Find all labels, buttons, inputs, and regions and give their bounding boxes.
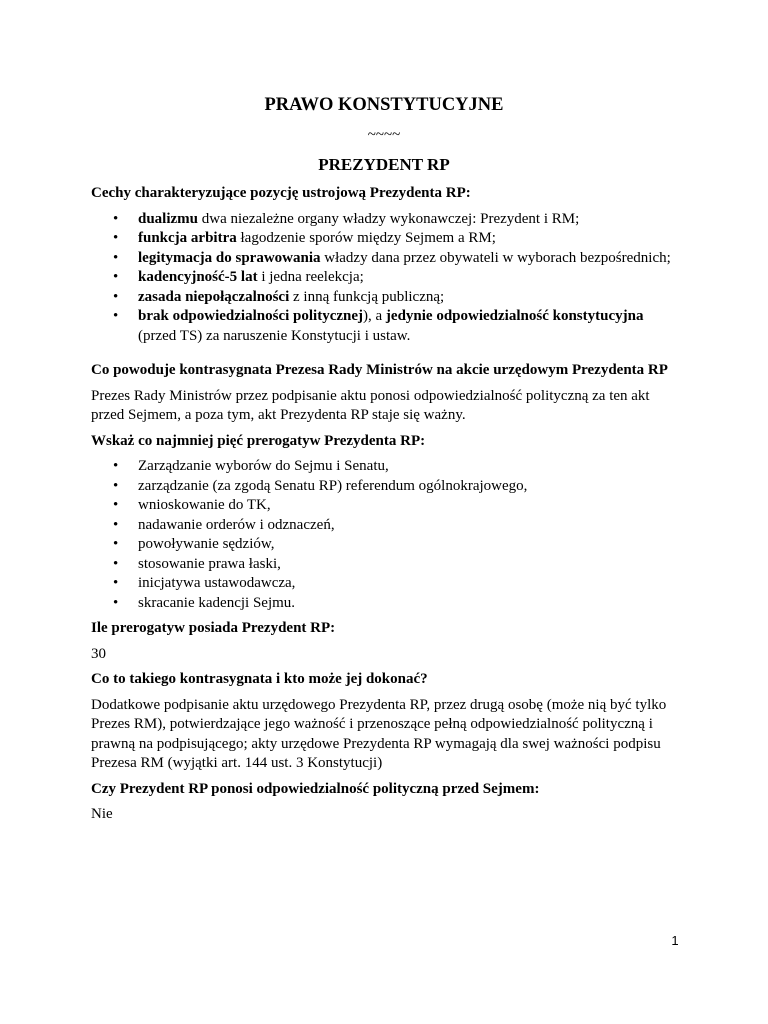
- item-text: dwa niezależne organy władzy wykonawczej: Prezydent i RM;: [198, 210, 580, 227]
- item-text: łagodzenie sporów między Sejmem a RM;: [236, 230, 496, 246]
- list-item: [91, 288, 681, 308]
- bullet-icon: •: [113, 497, 119, 513]
- section-kontrasygnata-skutek: [91, 361, 681, 426]
- item-term: funkcja arbitra: [138, 230, 237, 246]
- section-heading: Co powoduje kontrasygnata Prezesa Rady Ministrów na akcie urzędowym Prezydenta RP: [91, 362, 668, 378]
- bullet-icon: •: [113, 210, 119, 227]
- section-answer: 30: [91, 645, 106, 662]
- bullet-icon: •: [113, 516, 119, 533]
- list-item: [91, 307, 681, 346]
- item-text: wnioskowanie do TK,: [138, 497, 271, 513]
- item-text: stosowanie prawa łaski,: [138, 555, 281, 572]
- item-text: powoływanie sędziów,: [138, 536, 275, 552]
- bullet-icon: •: [113, 575, 119, 591]
- prerogatywy-list: [91, 457, 681, 613]
- list-item: [91, 516, 681, 536]
- section-cechy: [91, 184, 681, 346]
- item-text: z inną funkcją publiczną;: [289, 288, 445, 305]
- bullet-icon: •: [113, 288, 119, 305]
- cechy-list: [91, 210, 681, 347]
- bullet-icon: •: [113, 230, 119, 246]
- item-text: władzy dana przez obywateli w wyborach bezpośrednich;: [320, 249, 671, 266]
- item-text: Zarządzanie wyborów do Sejmu i Senatu,: [138, 458, 389, 474]
- item-text: nadawanie orderów i odznaczeń,: [138, 516, 335, 533]
- document-subtitle: PREZYDENT RP: [318, 155, 450, 174]
- bullet-icon: •: [113, 269, 119, 285]
- list-item: [91, 594, 681, 614]
- bullet-icon: •: [113, 458, 119, 474]
- section-answer: Prezes Rady Ministrów przez podpisanie aktu ponosi odpowiedzialność polityczną za ten akt przed Sejmem, a poza tym, akt Prezydenta RP staje się ważny.: [91, 387, 650, 423]
- item-text: skracanie kadencji Sejmu.: [138, 594, 296, 611]
- section-heading: Cechy charakteryzujące pozycję ustrojową Prezydenta RP:: [91, 185, 471, 201]
- title-divider: ~~~~: [367, 127, 401, 143]
- section-kontrasygnata-def: [91, 670, 681, 774]
- item-text: (przed TS) za naruszenie Konstytucji i ustaw.: [138, 327, 411, 344]
- list-item: [91, 249, 681, 269]
- section-prerogatywy: [91, 432, 681, 614]
- bullet-icon: •: [113, 249, 119, 266]
- section-odpowiedzialnosc: [91, 780, 681, 825]
- document-title: PRAWO KONSTYTUCYJNE: [264, 95, 504, 115]
- list-item: [91, 229, 681, 249]
- list-item: [91, 535, 681, 555]
- list-item: [91, 496, 681, 516]
- item-text: zarządzanie (za zgodą Senatu RP) referendum ogólnokrajowego,: [138, 477, 528, 494]
- item-term: brak odpowiedzialności politycznej: [138, 308, 364, 324]
- item-text: ), a: [363, 308, 386, 324]
- section-heading: Co to takiego kontrasygnata i kto może jej dokonać?: [91, 671, 428, 687]
- section-answer: Dodatkowe podpisanie aktu urzędowego Prezydenta RP, przez drugą osobę (może nią być tylko Prezes RM), potwierdzające jego ważność i przenoszące pełną odpowiedzialność polityczną i prawną na podpisującego; akty urzędowe Prezydenta RP wymagają dla swej ważności podpisu Prezesa RM (wyjątki art. 144 ust. 3 Konstytucji): [91, 696, 667, 771]
- item-term: legitymacja do sprawowania: [138, 249, 321, 266]
- item-text: i jedna reelekcja;: [257, 269, 364, 285]
- section-answer: Nie: [91, 806, 113, 822]
- section-heading: Wskaż co najmniej pięć prerogatyw Prezydenta RP:: [91, 432, 426, 449]
- list-item: [91, 268, 681, 288]
- list-item: [91, 477, 681, 497]
- bullet-icon: •: [113, 594, 119, 611]
- item-term: dualizmu: [138, 210, 199, 227]
- list-item: [91, 210, 681, 230]
- section-heading: Ile prerogatyw posiada Prezydent RP:: [91, 620, 336, 636]
- item-term: zasada niepołączalności: [138, 288, 290, 305]
- bullet-icon: •: [113, 536, 119, 552]
- list-item: [91, 555, 681, 575]
- bullet-icon: •: [113, 308, 119, 324]
- section-ile: [91, 619, 681, 664]
- bullet-icon: •: [113, 477, 119, 494]
- list-item: [91, 574, 681, 594]
- item-term: jedynie odpowiedzialność konstytucyjna: [385, 308, 644, 324]
- document-content: [91, 184, 681, 831]
- section-heading: Czy Prezydent RP ponosi odpowiedzialność polityczną przed Sejmem:: [91, 780, 540, 797]
- item-term: kadencyjność-5 lat: [138, 269, 258, 285]
- bullet-icon: •: [113, 555, 119, 572]
- list-item: [91, 457, 681, 477]
- page-number: 1: [671, 933, 679, 948]
- item-text: inicjatywa ustawodawcza,: [138, 575, 296, 591]
